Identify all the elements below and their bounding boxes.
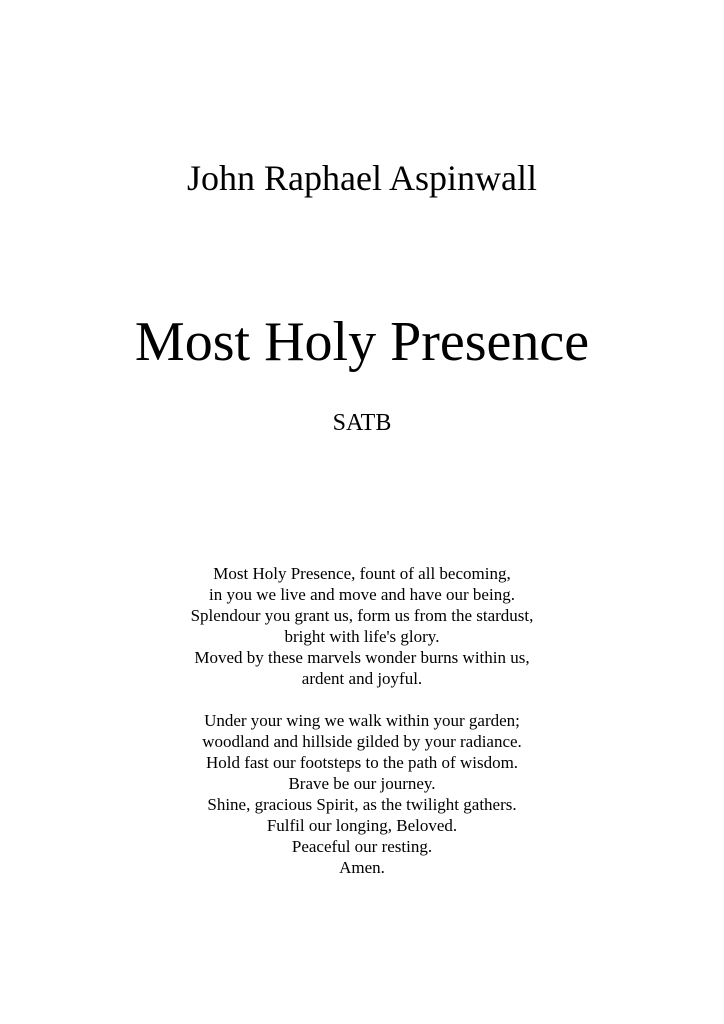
lyric-line: Brave be our journey. xyxy=(288,774,436,793)
stanza-2 xyxy=(0,710,724,878)
lyric-line: bright with life's glory. xyxy=(284,627,440,646)
lyric-line: Amen. xyxy=(339,858,385,877)
page-title: Most Holy Presence xyxy=(134,311,590,373)
lyric-line: Peaceful our resting. xyxy=(291,837,433,856)
lyric-line: woodland and hillside gilded by your radiance. xyxy=(202,732,522,751)
lyric-line: Most Holy Presence, fount of all becoming, xyxy=(213,564,511,583)
lyric-line: Shine, gracious Spirit, as the twilight gathers. xyxy=(207,795,517,814)
lyric-line: ardent and joyful. xyxy=(301,669,423,688)
lyrics-text xyxy=(0,563,724,878)
lyric-line: in you we live and move and have our being. xyxy=(209,585,515,604)
lyric-line: Under your wing we walk within your garden; xyxy=(204,711,520,730)
lyric-line: Fulfil our longing, Beloved. xyxy=(266,816,458,835)
lyric-line: Splendour you grant us, form us from the stardust, xyxy=(190,606,534,625)
voicing-label: SATB xyxy=(332,410,392,436)
lyric-line: Moved by these marvels wonder burns within us, xyxy=(194,648,530,667)
composer-name: John Raphael Aspinwall xyxy=(187,158,537,198)
stanza-1 xyxy=(0,563,724,689)
lyric-line: Hold fast our footsteps to the path of wisdom. xyxy=(205,753,519,772)
